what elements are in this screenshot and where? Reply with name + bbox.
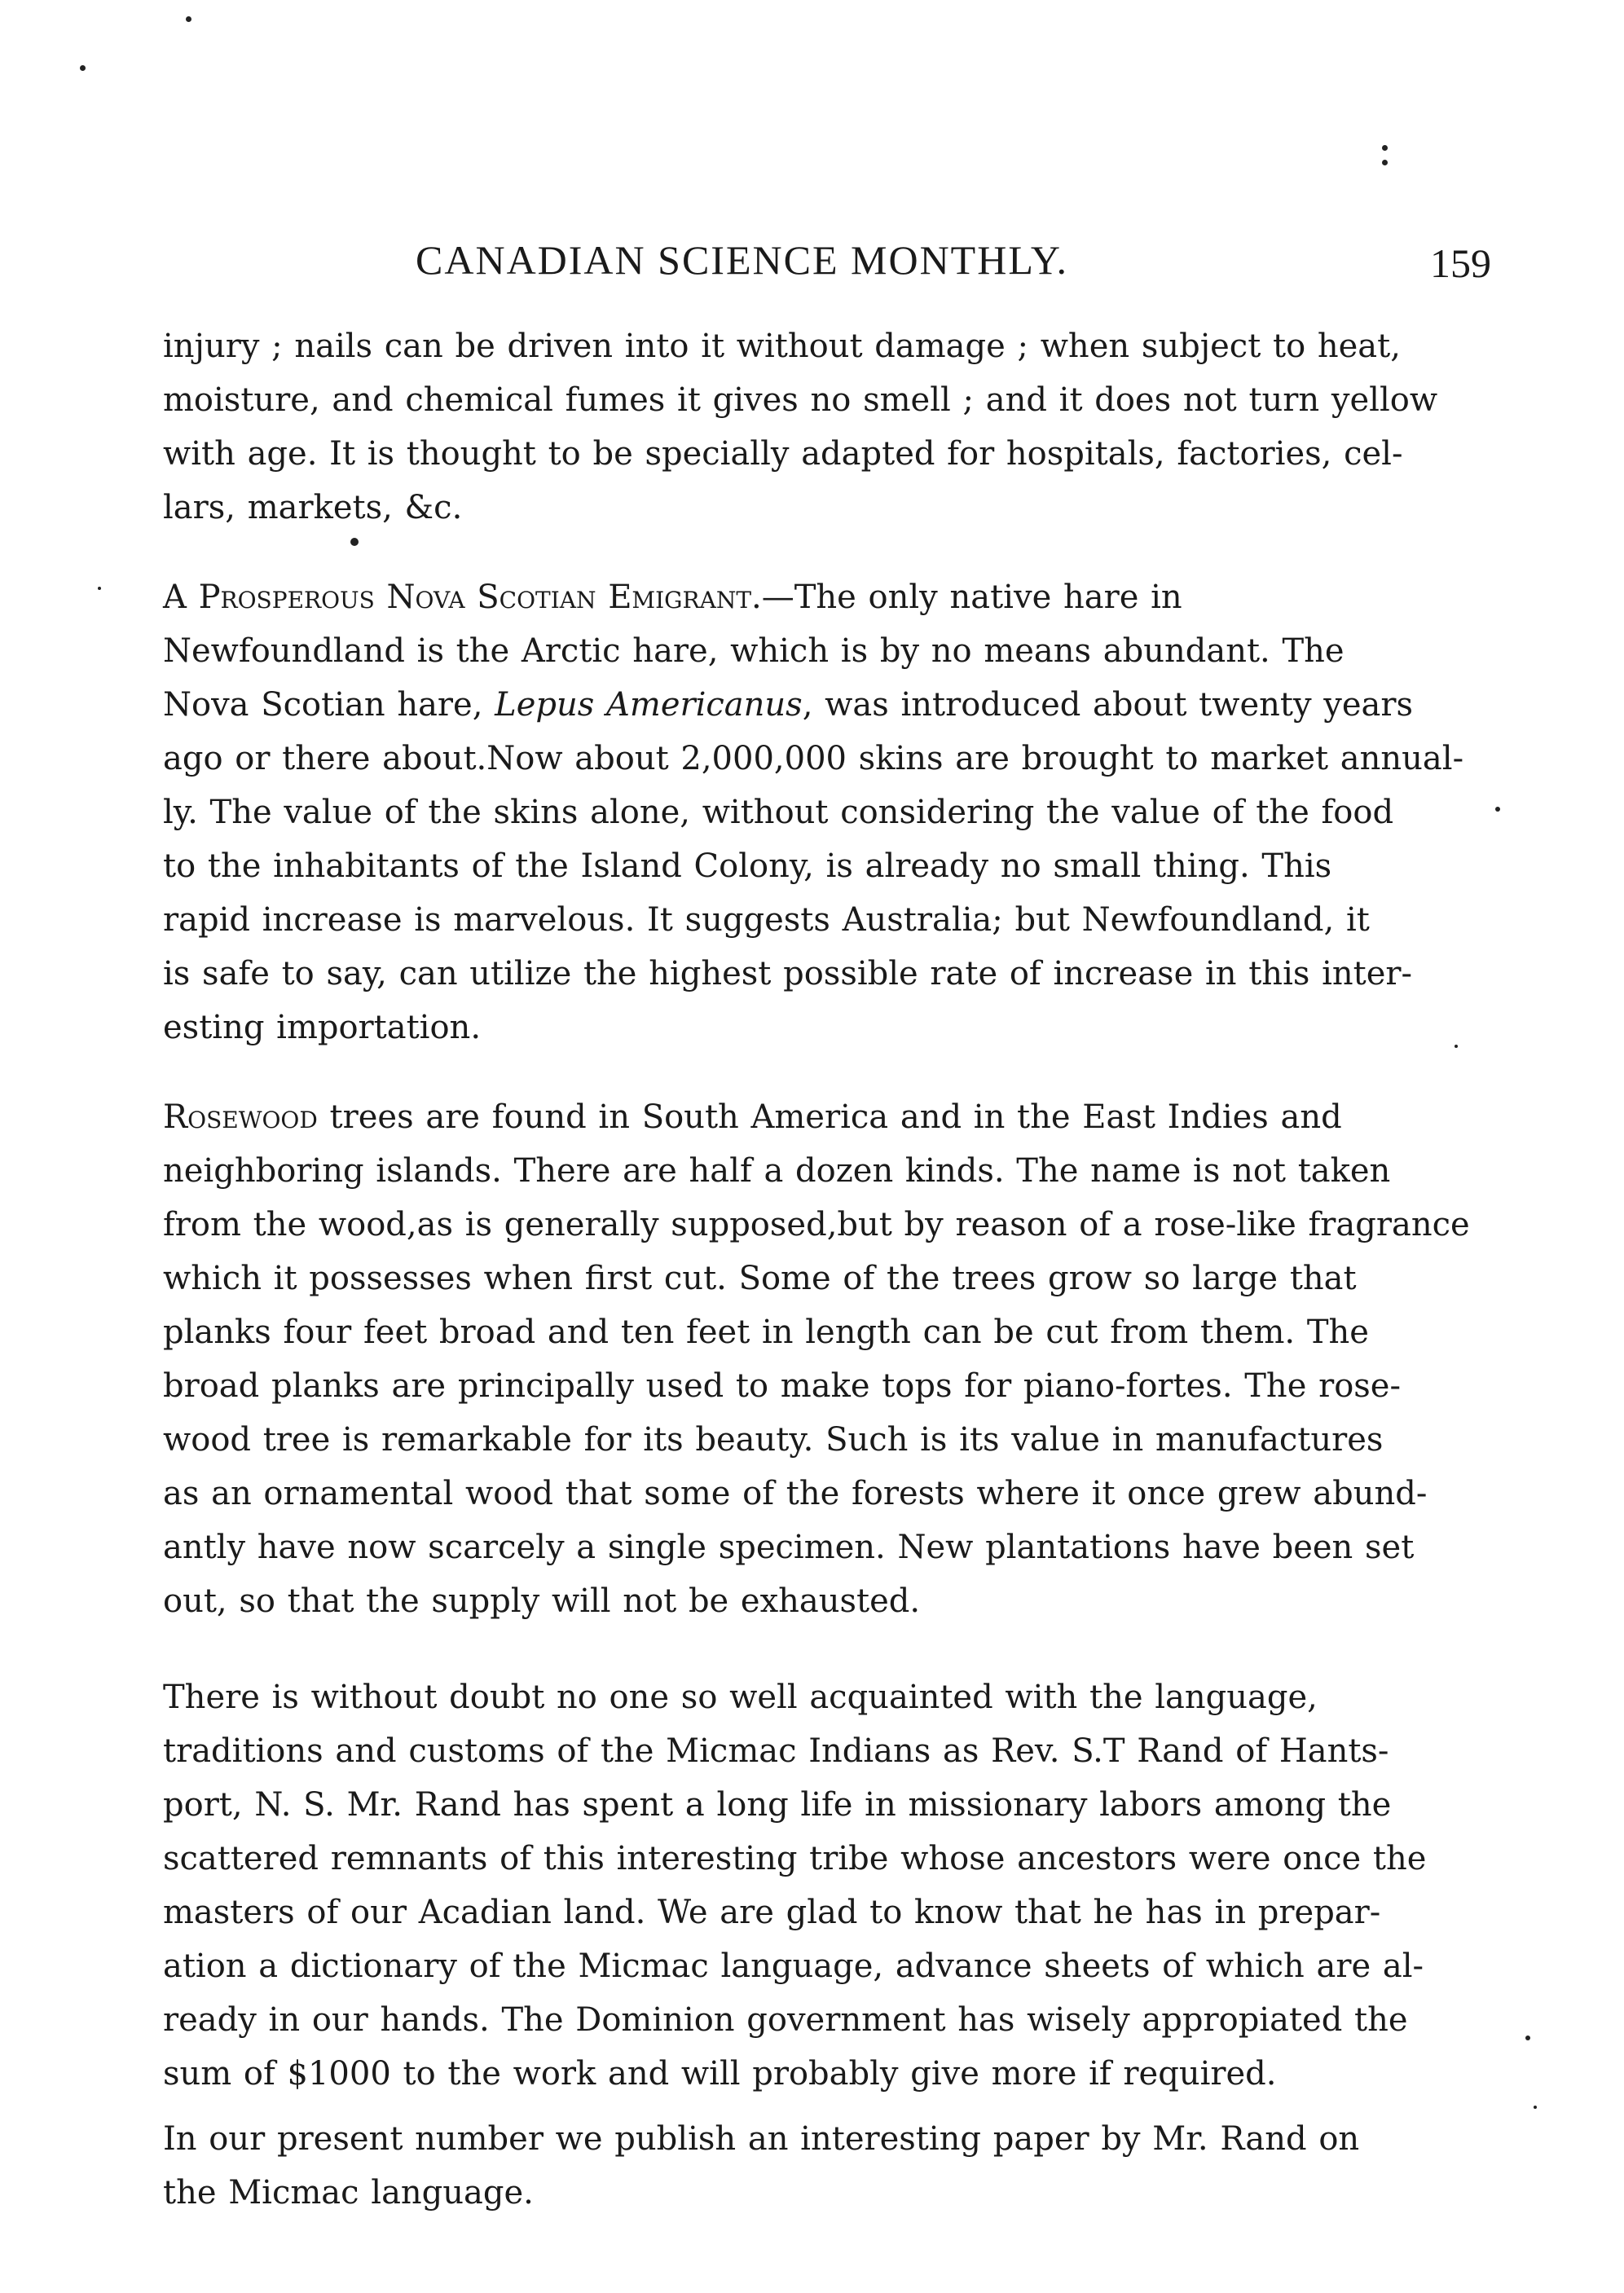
scan-speck [186,16,191,22]
paragraph-text: —The only native hare in Newfoundland is the Arctic hare, which is by no means abundant. The Nova Scotian hare, [163,579,1345,724]
article-body [163,319,1491,2220]
page-number: 159 [1430,240,1491,286]
paragraph-present-number: In our present number we publish an interesting paper by Mr. Rand on the Micmac language. [163,2120,1360,2212]
running-header [163,236,1491,293]
section-heading: A Prosperous Nova Scotian Emigrant. [163,579,762,616]
scan-speck [1495,807,1500,812]
paragraph-nail-injury: injury ; nails can be driven into it without damage ; when subject to heat, moisture, and chemical fumes it gives no smell ; and it does not turn yellow with age. It is thought to be specially adapted for hospitals, factories, cel- lars, markets, &c. [163,328,1438,526]
running-title: CANADIAN SCIENCE MONTHLY. [416,237,1069,283]
scan-speck [1382,160,1388,165]
lead-smallcaps: osewood [187,1098,318,1136]
scan-speck [80,65,86,71]
scan-speck [1525,2036,1530,2040]
species-name: Lepus Americanus [495,686,803,724]
paragraph-text: trees are found in South America and in the East Indies and neighboring islands. There are half a dozen kinds. The name is not taken from the wood,as is generally supposed,but by reason of a rose-like fragrance which it possesses when first cut. Some of the trees grow so large that planks four feet broad and ten feet in length can be cut from them. The broad planks are principally used to make tops for piano-fortes. The rose- wood tree is remarkable for its beauty. Such is its value in manufactures as an ornamental wood that some of the forests where it once grew abund- antly have now scarcely a single specimen. New plantations have been set out, so that the supply will not be exhausted. [163,1098,1470,1620]
scan-speck [1382,145,1388,151]
paragraph-micmac-rand: There is without doubt no one so well acquainted with the language, traditions and customs of the Micmac Indians as Rev. S.T Rand of Hants- port, N. S. Mr. Rand has spent a long life in missionary labors among the scattered remnants of this interesting tribe whose ancestors were once the masters of our Acadian land. We are glad to know that he has in prepar- ation a dictionary of the Micmac language, advance sheets of which are al- ready in our hands. The Dominion government has wisely appropiated the sum of $1000 to the work and will probably give more if required. [163,1679,1427,2093]
scan-speck [98,587,101,590]
lead-capital: R [163,1098,188,1136]
paragraph-text: , was introduced about twenty years ago or there about.Now about 2,000,000 skins are brought to market annual- ly. The value of the skins alone, without considering the value of the food to the inhabitants of the Island Colony, is already no small thing. This rapid increase is marvelous. It suggests Australia; but Newfoundland, it is safe to say, can utilize the highest possible rate of increase in this inter- esting importation. [163,686,1464,1046]
paragraph-rosewood [163,1090,1491,1628]
paragraph-nova-scotian-hare [163,570,1491,1054]
scan-speck [1534,2106,1537,2109]
